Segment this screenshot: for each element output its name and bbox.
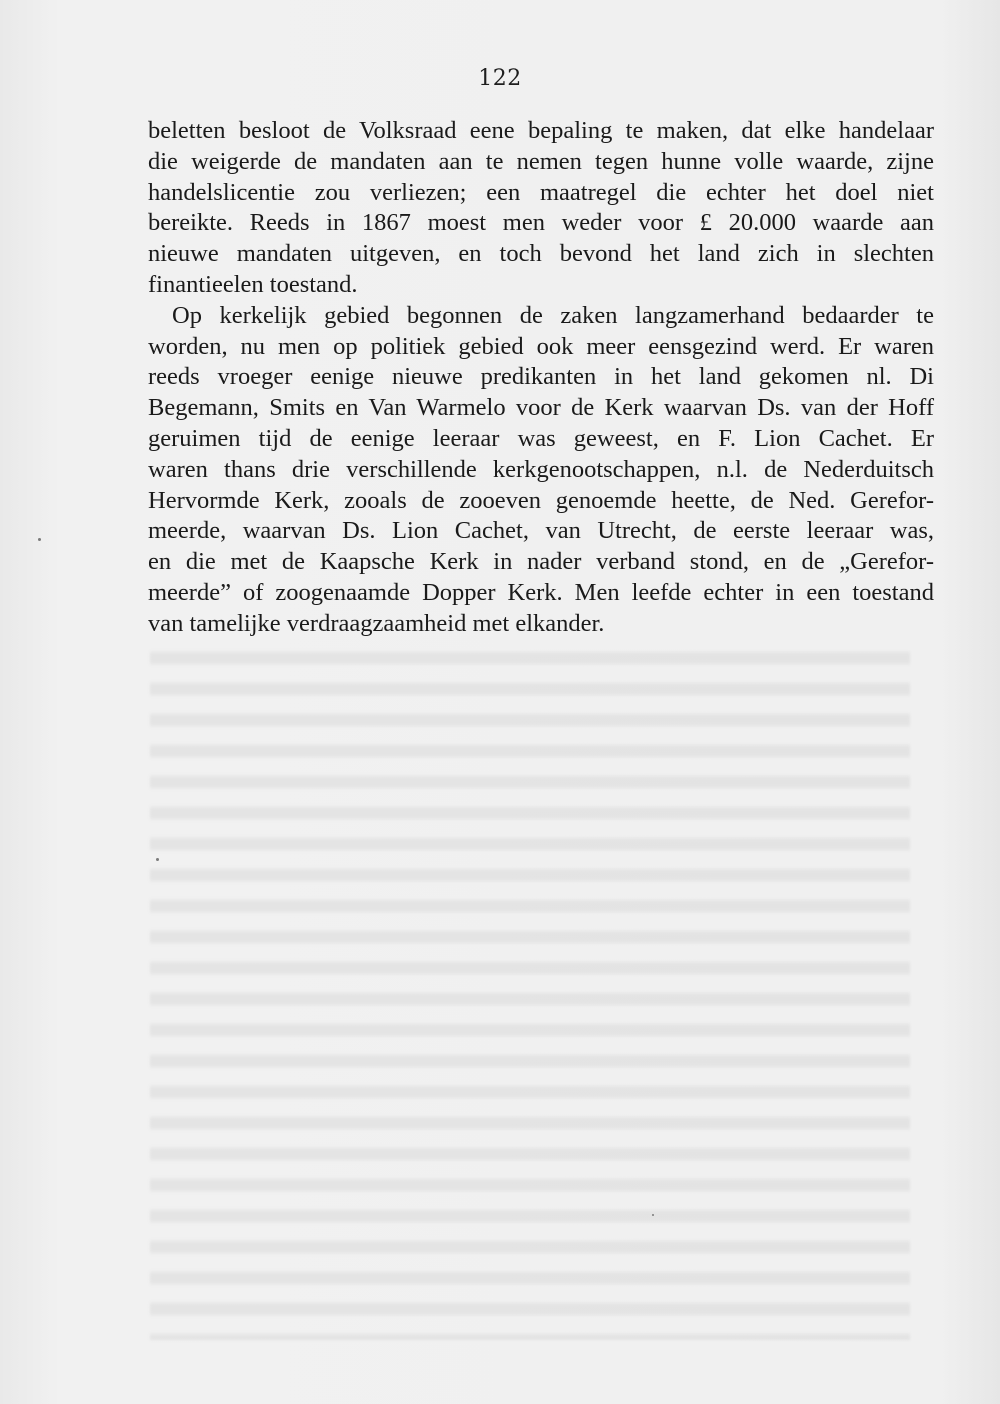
- text-line: meerde” of zoogenaamde Dopper Kerk. Men leefde echter in een toestand: [148, 578, 934, 606]
- text-line: worden, nu men op politiek gebied ook meer eensgezind werd. Er waren: [148, 332, 934, 360]
- paper-speck: [652, 1214, 654, 1216]
- paragraph-1: [148, 116, 934, 301]
- text-line: reeds vroeger eenige nieuwe predikanten in het land gekomen nl. Di: [148, 363, 934, 391]
- text-line: nieuwe mandaten uitgeven, en toch bevond het land zich in slechten: [148, 240, 934, 268]
- paper-speck: [38, 538, 41, 541]
- text-line: Hervormde Kerk, zooals de zooeven genoemde heette, de Ned. Gerefor-: [148, 486, 934, 514]
- text-line: die weigerde de mandaten aan te nemen tegen hunne volle waarde, zijne: [148, 147, 934, 175]
- text-line: meerde, waarvan Ds. Lion Cachet, van Utrecht, de eerste leeraar was,: [148, 517, 934, 545]
- paragraph-2: [148, 301, 934, 640]
- body-text: [148, 116, 934, 640]
- page-number: 122: [478, 66, 522, 91]
- text-line: bereikte. Reeds in 1867 moest men weder voor £ 20.000 waarde aan: [148, 209, 934, 237]
- text-line: handelslicentie zou verliezen; een maatregel die echter het doel niet: [148, 178, 934, 206]
- paper-speck: [156, 858, 159, 861]
- text-line: geruimen tijd de eenige leeraar was geweest, en F. Lion Cachet. Er: [148, 424, 934, 452]
- text-line: van tamelijke verdraagzaamheid met elkander.: [148, 609, 605, 637]
- text-line: Op kerkelijk gebied begonnen de zaken langzamerhand bedaarder te: [172, 301, 934, 329]
- text-line: en die met de Kaapsche Kerk in nader verband stond, en de „Gerefor-: [148, 548, 934, 576]
- text-line: Begemann, Smits en Van Warmelo voor de Kerk waarvan Ds. van der Hoff: [148, 394, 934, 422]
- text-line: beletten besloot de Volksraad eene bepaling te maken, dat elke handelaar: [148, 117, 934, 144]
- text-line: waren thans drie verschillende kerkgenootschappen, n.l. de Nederduitsch: [148, 455, 934, 483]
- show-through-texture: [150, 640, 910, 1340]
- text-line: finantieelen toestand.: [148, 270, 358, 298]
